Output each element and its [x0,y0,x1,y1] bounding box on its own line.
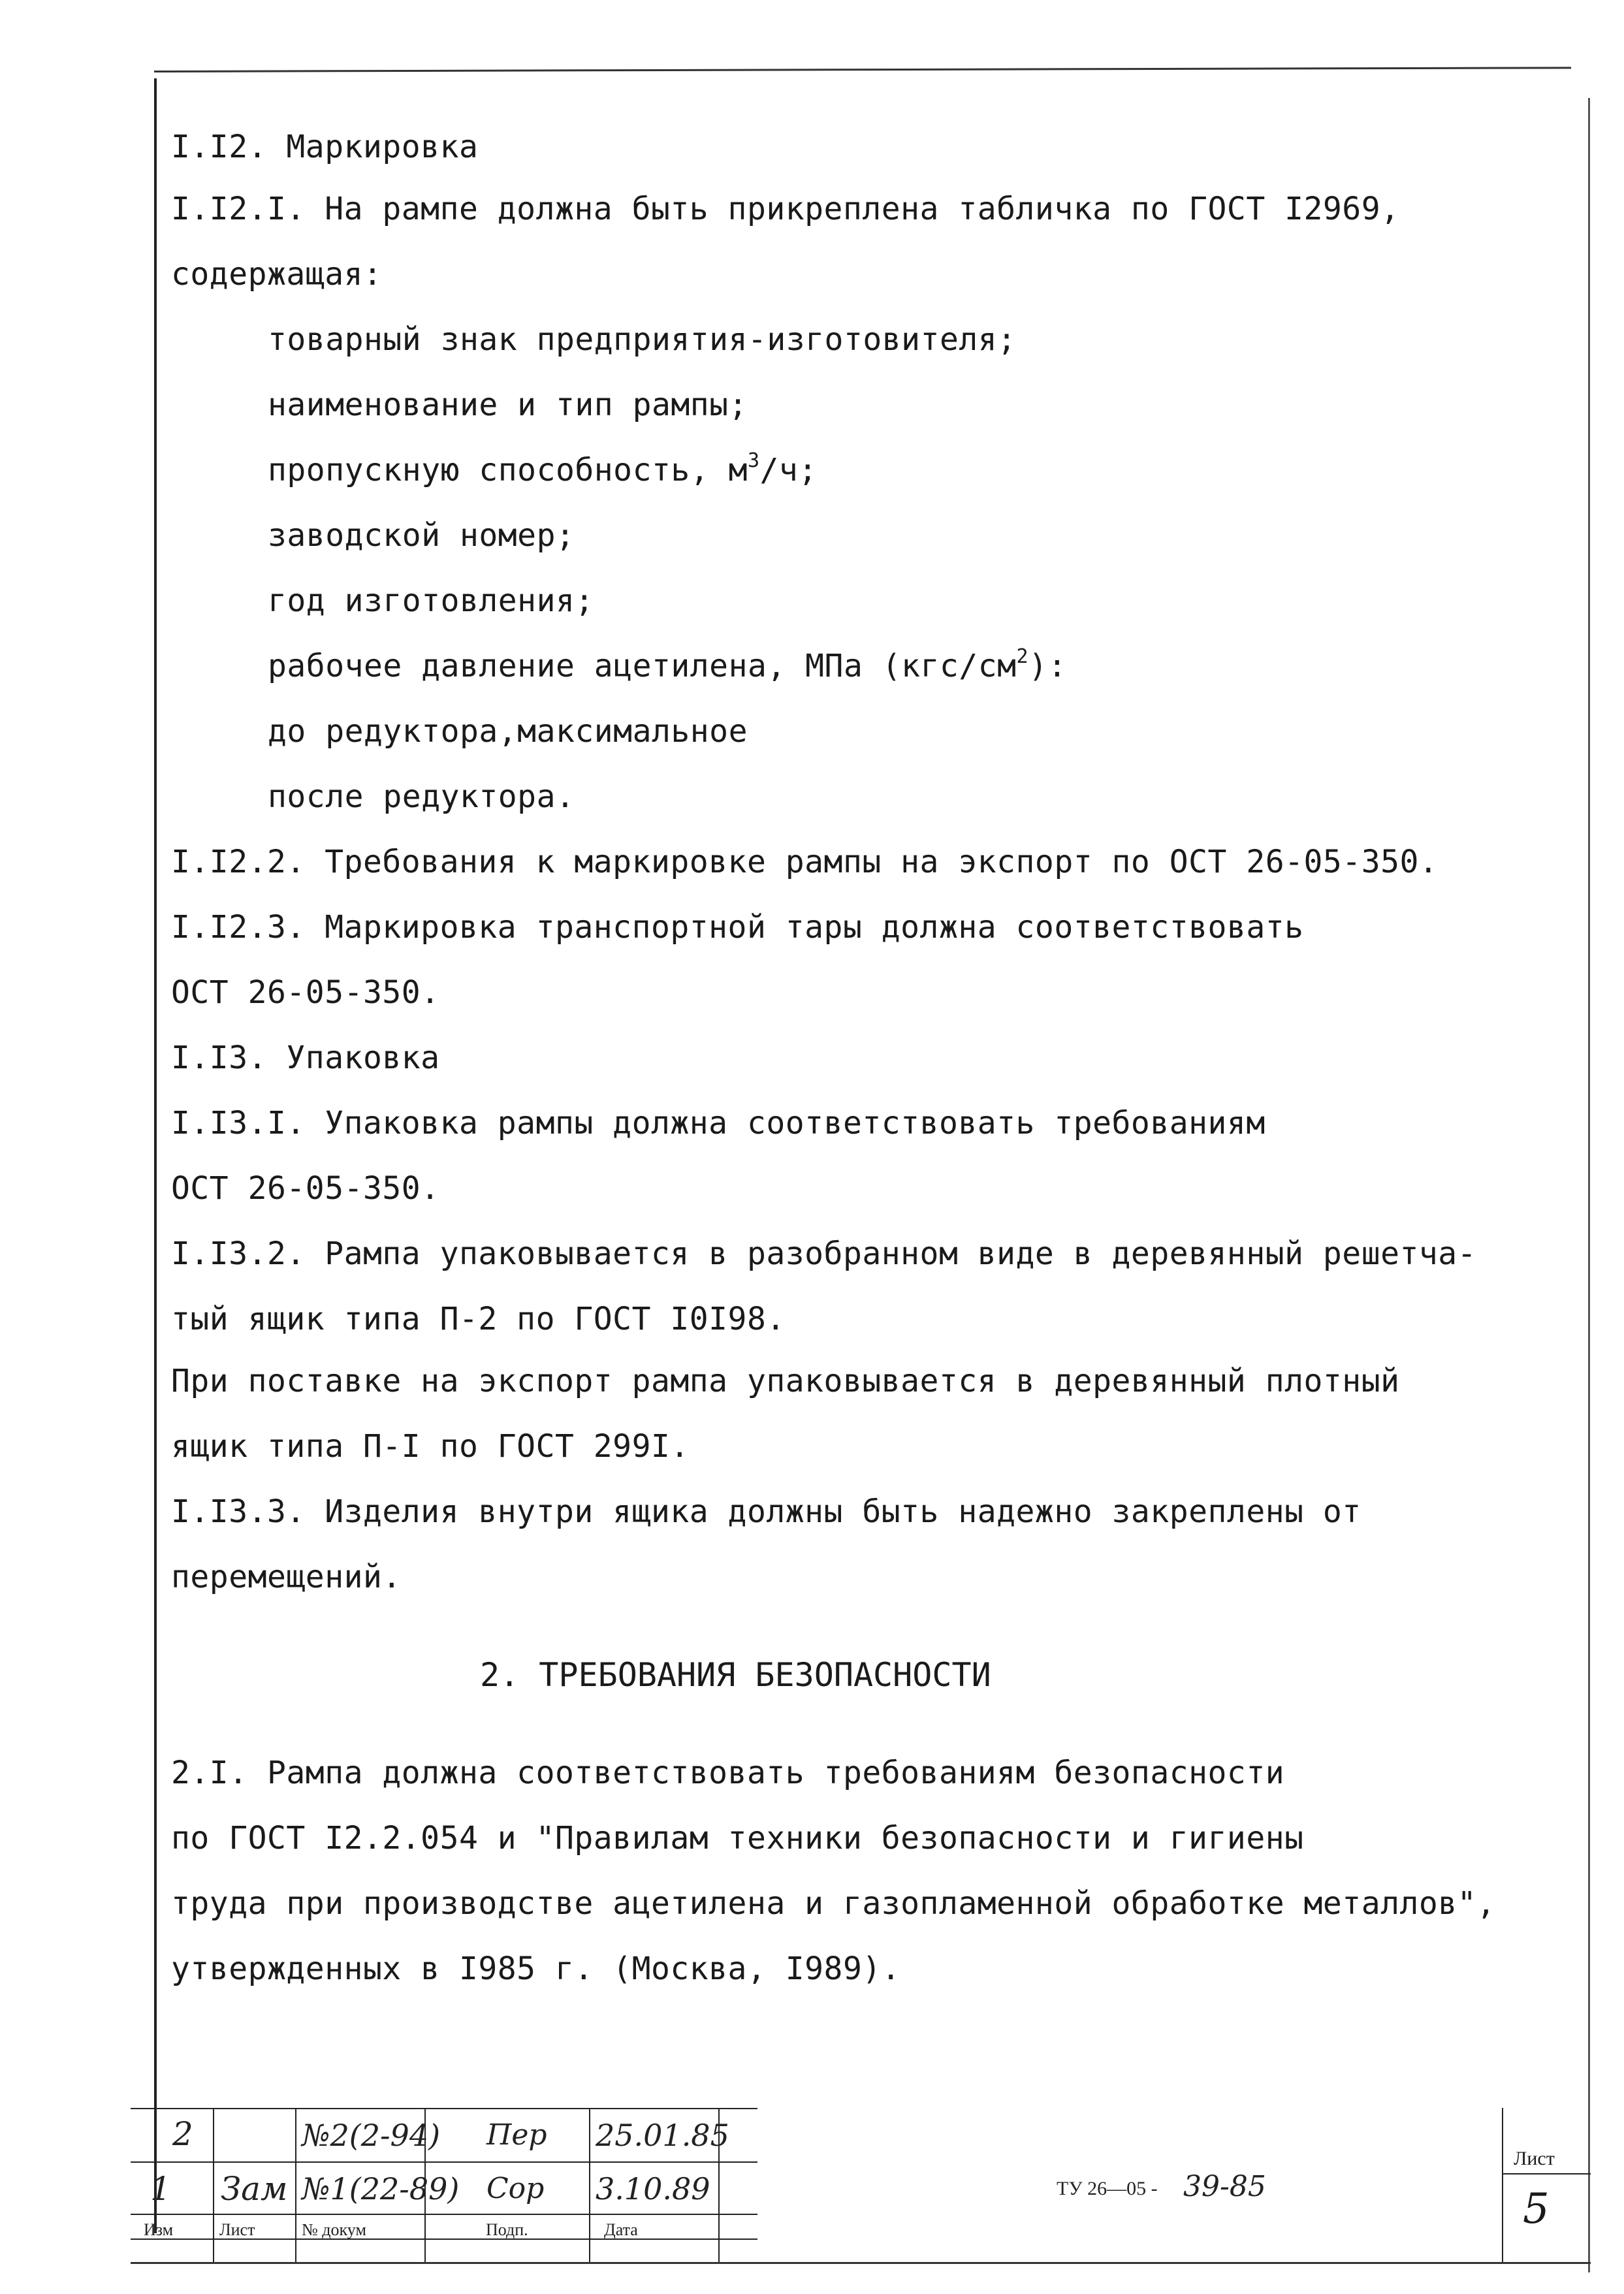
page-frame-left [154,78,157,2233]
page-frame-right [1588,98,1590,2272]
marking-item: заводской номер; [268,517,575,554]
paragraph-1-13-1-cont: ОСТ 26-05-350. [171,1170,440,1207]
marking-item: до редуктора,максимальное [268,713,748,750]
paragraph-1-13-2: I.I3.2. Рампа упаковывается в разобранном виде в деревянный решетча- [171,1235,1477,1272]
page-frame-top [154,67,1571,72]
sheet-number: 5 [1523,2185,1550,2233]
title-block-stamp [131,2108,1591,2262]
paragraph-2-1-line-3: труда при производстве ацетилена и газопламенной обработке металлов", [171,1885,1496,1922]
marking-item [268,646,1067,686]
paragraph-1-13-2-cont: тый ящик типа П-2 по ГОСТ I0I98. [171,1301,786,1337]
stamp-line [131,2161,757,2163]
paragraph-2-1-line-4: утвержденных в I985 г. (Москва, I989). [171,1951,901,1987]
superscript: 2 [1016,645,1029,668]
paragraph-1-12-1-cont: содержащая: [171,256,383,293]
marking-item-unit: /ч; [759,452,818,488]
paragraph-1-12-2: I.I2.2. Требования к маркировке рампы на экспорт по ОСТ 26-05-350. [171,844,1439,880]
marking-item: после редуктора. [268,778,575,815]
paragraph-2-1-line-1: 2.I. Рампа должна соответствовать требованиям безопасности [171,1755,1285,1791]
section-heading-marking: I.I2. Маркировка [171,129,479,165]
marking-item: наименование и тип рампы; [268,387,748,423]
stamp-podp-row-1: Пер [486,2118,547,2152]
page-frame-bottom [131,2262,1591,2264]
section-heading-packaging: I.I3. Упаковка [171,1040,440,1076]
stamp-izm-row-1: 2 [172,2115,193,2153]
marking-item: товарный знак предприятия-изготовителя; [268,321,1017,358]
marking-item-unit: ): [1028,648,1067,684]
paragraph-1-13-2-export: При поставке на экспорт рампа упаковывается в деревянный плотный [171,1363,1400,1399]
document-number-handwritten: 39-85 [1183,2170,1266,2203]
paragraph-1-13-2-export-cont: ящик типа П-I по ГОСТ 299I. [171,1428,690,1465]
stamp-caption-data: Дата [604,2220,638,2239]
stamp-line [131,2214,757,2215]
document-number: ТУ 26—05 - [1057,2178,1158,2199]
paragraph-2-1-line-2: по ГОСТ I2.2.054 и "Правилам техники безопасности и гигиены [171,1820,1304,1856]
stamp-line [589,2108,590,2262]
superscript: 3 [747,449,760,472]
stamp-line [1502,2108,1503,2262]
sheet-label: Лист [1514,2148,1555,2169]
marking-item: год изготовления; [268,582,594,619]
stamp-line [295,2108,296,2262]
paragraph-1-13-3-cont: перемещений. [171,1559,402,1595]
marking-item [268,451,818,490]
paragraph-1-12-3: I.I2.3. Маркировка транспортной тары должна соответствовать [171,909,1304,946]
stamp-line [131,2108,757,2109]
stamp-caption-izm: Изм [144,2220,174,2239]
stamp-caption-podp: Подп. [486,2220,528,2239]
stamp-podp-row-2: Сор [486,2172,545,2205]
paragraph-1-12-3-cont: ОСТ 26-05-350. [171,974,440,1011]
paragraph-1-13-3: I.I3.3. Изделия внутри ящика должны быть надежно закреплены от [171,1493,1361,1530]
stamp-caption-dokum: № докум [302,2220,366,2239]
paragraph-1-12-1: I.I2.I. На рампе должна быть прикреплена табличка по ГОСТ I2969, [171,191,1400,227]
stamp-line [213,2108,214,2262]
stamp-izm-row-2: 1 [150,2170,171,2208]
stamp-data-row-1: 25.01.85 [596,2118,729,2153]
stamp-dokum-row-1: №2(2-94) [302,2118,441,2153]
marking-item-text: рабочее давление ацетилена, МПа (кгс/см [268,648,1017,684]
stamp-list-row-2: Зам [221,2170,288,2208]
stamp-caption-list: Лист [219,2220,255,2239]
paragraph-1-13-1: I.I3.I. Упаковка рампы должна соответствовать требованиям [171,1105,1266,1141]
marking-item-text: пропускную способность, м [268,452,748,488]
section-heading-safety: 2. ТРЕБОВАНИЯ БЕЗОПАСНОСТИ [480,1656,991,1694]
stamp-dokum-row-2: №1(22-89) [302,2171,460,2206]
stamp-data-row-2: 3.10.89 [596,2171,710,2206]
stamp-line [1502,2173,1591,2175]
